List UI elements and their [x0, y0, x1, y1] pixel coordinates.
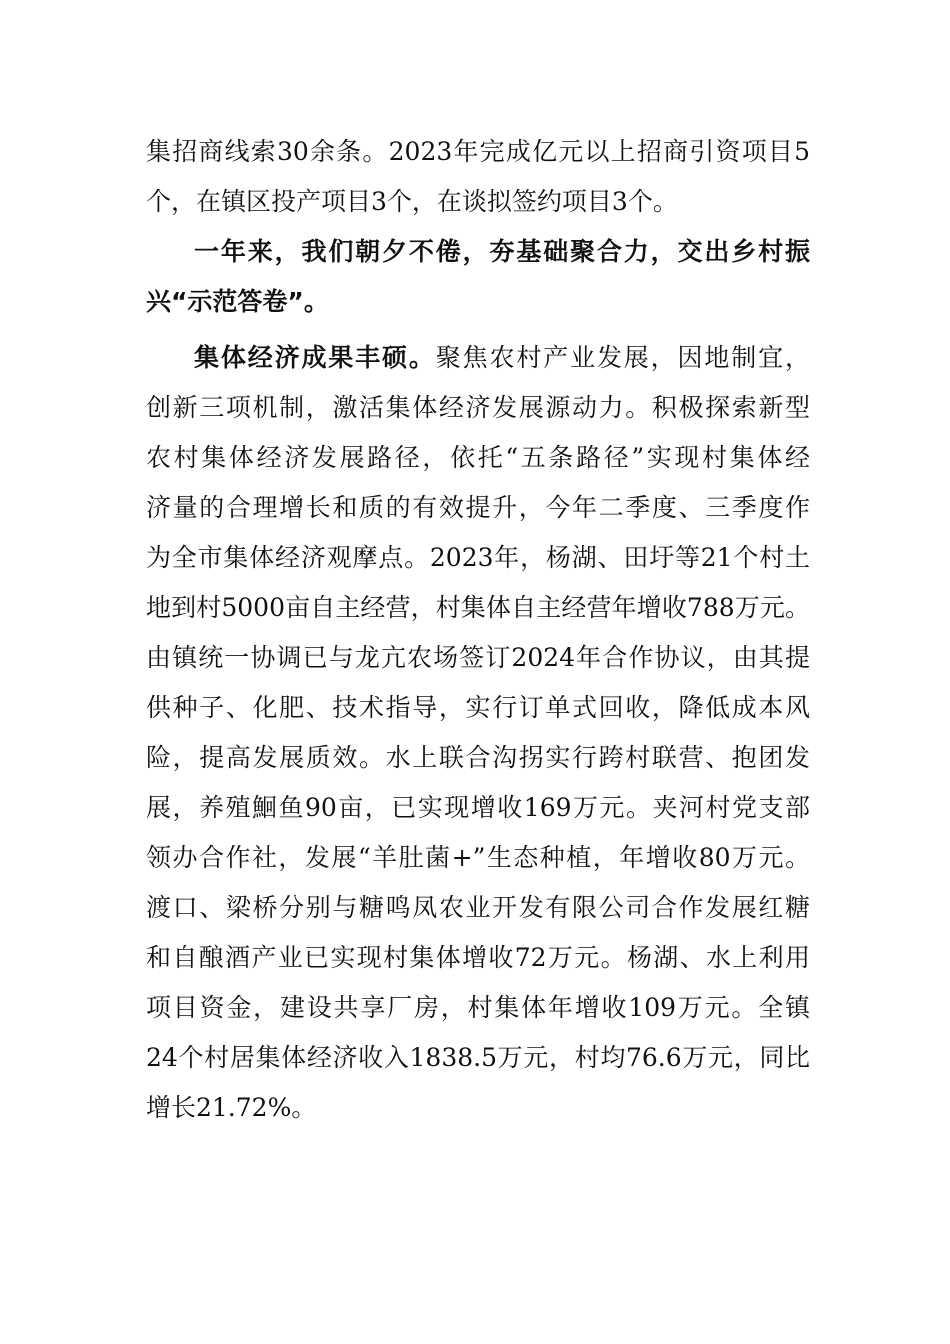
paragraph-2-line-8: 供种子、化肥、技术指导，实行订单式回收，降低成本风 — [146, 693, 810, 722]
paragraph-2-line-13: 和自酿酒产业已实现村集体增收72万元。杨湖、水上利用 — [146, 943, 810, 972]
paragraph-2-line-3: 农村集体经济发展路径，依托“五条路径”实现村集体经 — [146, 443, 810, 472]
paragraph-2-line-6: 地到村5000亩自主经营，村集体自主经营年增收788万元。 — [146, 593, 810, 622]
paragraph-2-line-16: 增长21.72%。 — [146, 1093, 317, 1122]
paragraph-2-line-1 — [194, 333, 810, 383]
paragraph-2-line-5: 为全市集体经济观摩点。2023年，杨湖、田圩等21个村土 — [146, 543, 810, 572]
paragraph-2-line-15: 24个村居集体经济收入1838.5万元，村均76.6万元，同比 — [146, 1043, 810, 1072]
paragraph-2-line-14: 项目资金，建设共享厂房，村集体年增收109万元。全镇 — [146, 993, 810, 1022]
paragraph-2-line-1-rest: 聚焦农村产业发展，因地制宜， — [435, 343, 810, 372]
paragraph-2-line-10: 展，养殖鮰鱼90亩，已实现增收169万元。夹河村党支部 — [146, 793, 810, 822]
paragraph-2-line-12: 渡口、梁桥分别与糖鸣凤农业开发有限公司合作发展红糖 — [146, 893, 810, 922]
paragraph-2-line-4: 济量的合理增长和质的有效提升，今年二季度、三季度作 — [146, 493, 810, 522]
paragraph-1-line-1: 集招商线索30余条。2023年完成亿元以上招商引资项目5 — [146, 137, 810, 166]
paragraph-2-line-7: 由镇统一协调已与龙亢农场签订2024年合作协议，由其提 — [146, 643, 810, 672]
paragraph-2-line-11: 领办合作社，发展“羊肚菌+”生态种植，年增收80万元。 — [146, 843, 810, 872]
paragraph-2-line-9: 险，提高发展质效。水上联合沟拐实行跨村联营、抱团发 — [146, 743, 810, 772]
heading-line-2: 兴“示范答卷”。 — [146, 287, 329, 316]
paragraph-2-line-2: 创新三项机制，激活集体经济发展源动力。积极探索新型 — [146, 393, 810, 422]
paragraph-1-line-2: 个，在镇区投产项目3个，在谈拟签约项目3个。 — [146, 187, 678, 216]
heading-line-1: 一年来，我们朝夕不倦，夯基础聚合力，交出乡村振 — [194, 237, 810, 266]
section-lead-title: 集体经济成果丰硕。 — [194, 343, 436, 372]
